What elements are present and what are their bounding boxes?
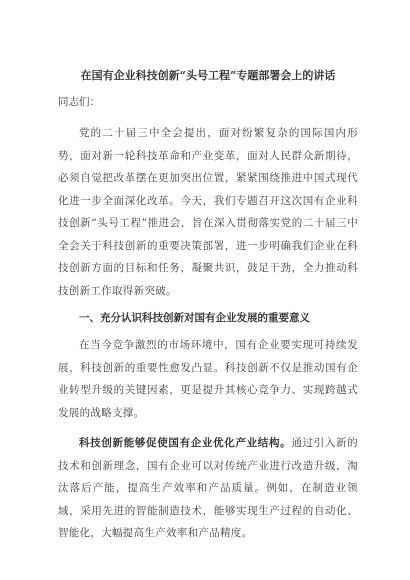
document-title: 在国有企业科技创新“头号工程”专题部署会上的讲话 — [80, 69, 336, 82]
paragraph-significance: 在当今竞争激烈的市场环境中，国有企业要实现可持续发展，科技创新的重要性愈发凸显。科技创新不仅是推动国有企业转型升级的关键因素，更是提升其核心竞争力、实现跨越式发展的战略支撑。 — [58, 339, 358, 419]
paragraph-lead-sentence: 科技创新能够促使国有企业优化产业结构。 — [79, 437, 292, 449]
document-page — [58, 68, 358, 553]
paragraph-industry-structure — [58, 432, 358, 545]
section-heading: 一、充分认识科技创新对国有企业发展的重要意义 — [79, 312, 310, 324]
salutation: 同志们： — [58, 96, 100, 108]
paragraph-body-text: 通过引入新的技术和创新理念，国有企业可以对传统产业进行改造升级，淘汰落后产能，提高生产效率和产品质量。例如，在制造业领域，采用先进的智能制造技术，能够实现生产过程的自动化、智能化，大幅提高生产效率和产品精度。 — [58, 437, 358, 539]
paragraph-intro: 党的二十届三中全会提出，面对纷繁复杂的国际国内形势，面对新一轮科技革命和产业变革，面对人民群众新期待，必须自觉把改革摆在更加突出位置，紧紧围绕推进中国式现代化进一步全面深化改革。今天，我们专题召开这次国有企业科技创新“头号工程”推进会，旨在深入贯彻落实党的二十届三中全会关于科技创新的重要决策部署，进一步明确我们企业在科技创新方面的目标和任务，凝聚共识，鼓足干劲，全力推动科技创新工作取得新突破。 — [58, 127, 358, 297]
